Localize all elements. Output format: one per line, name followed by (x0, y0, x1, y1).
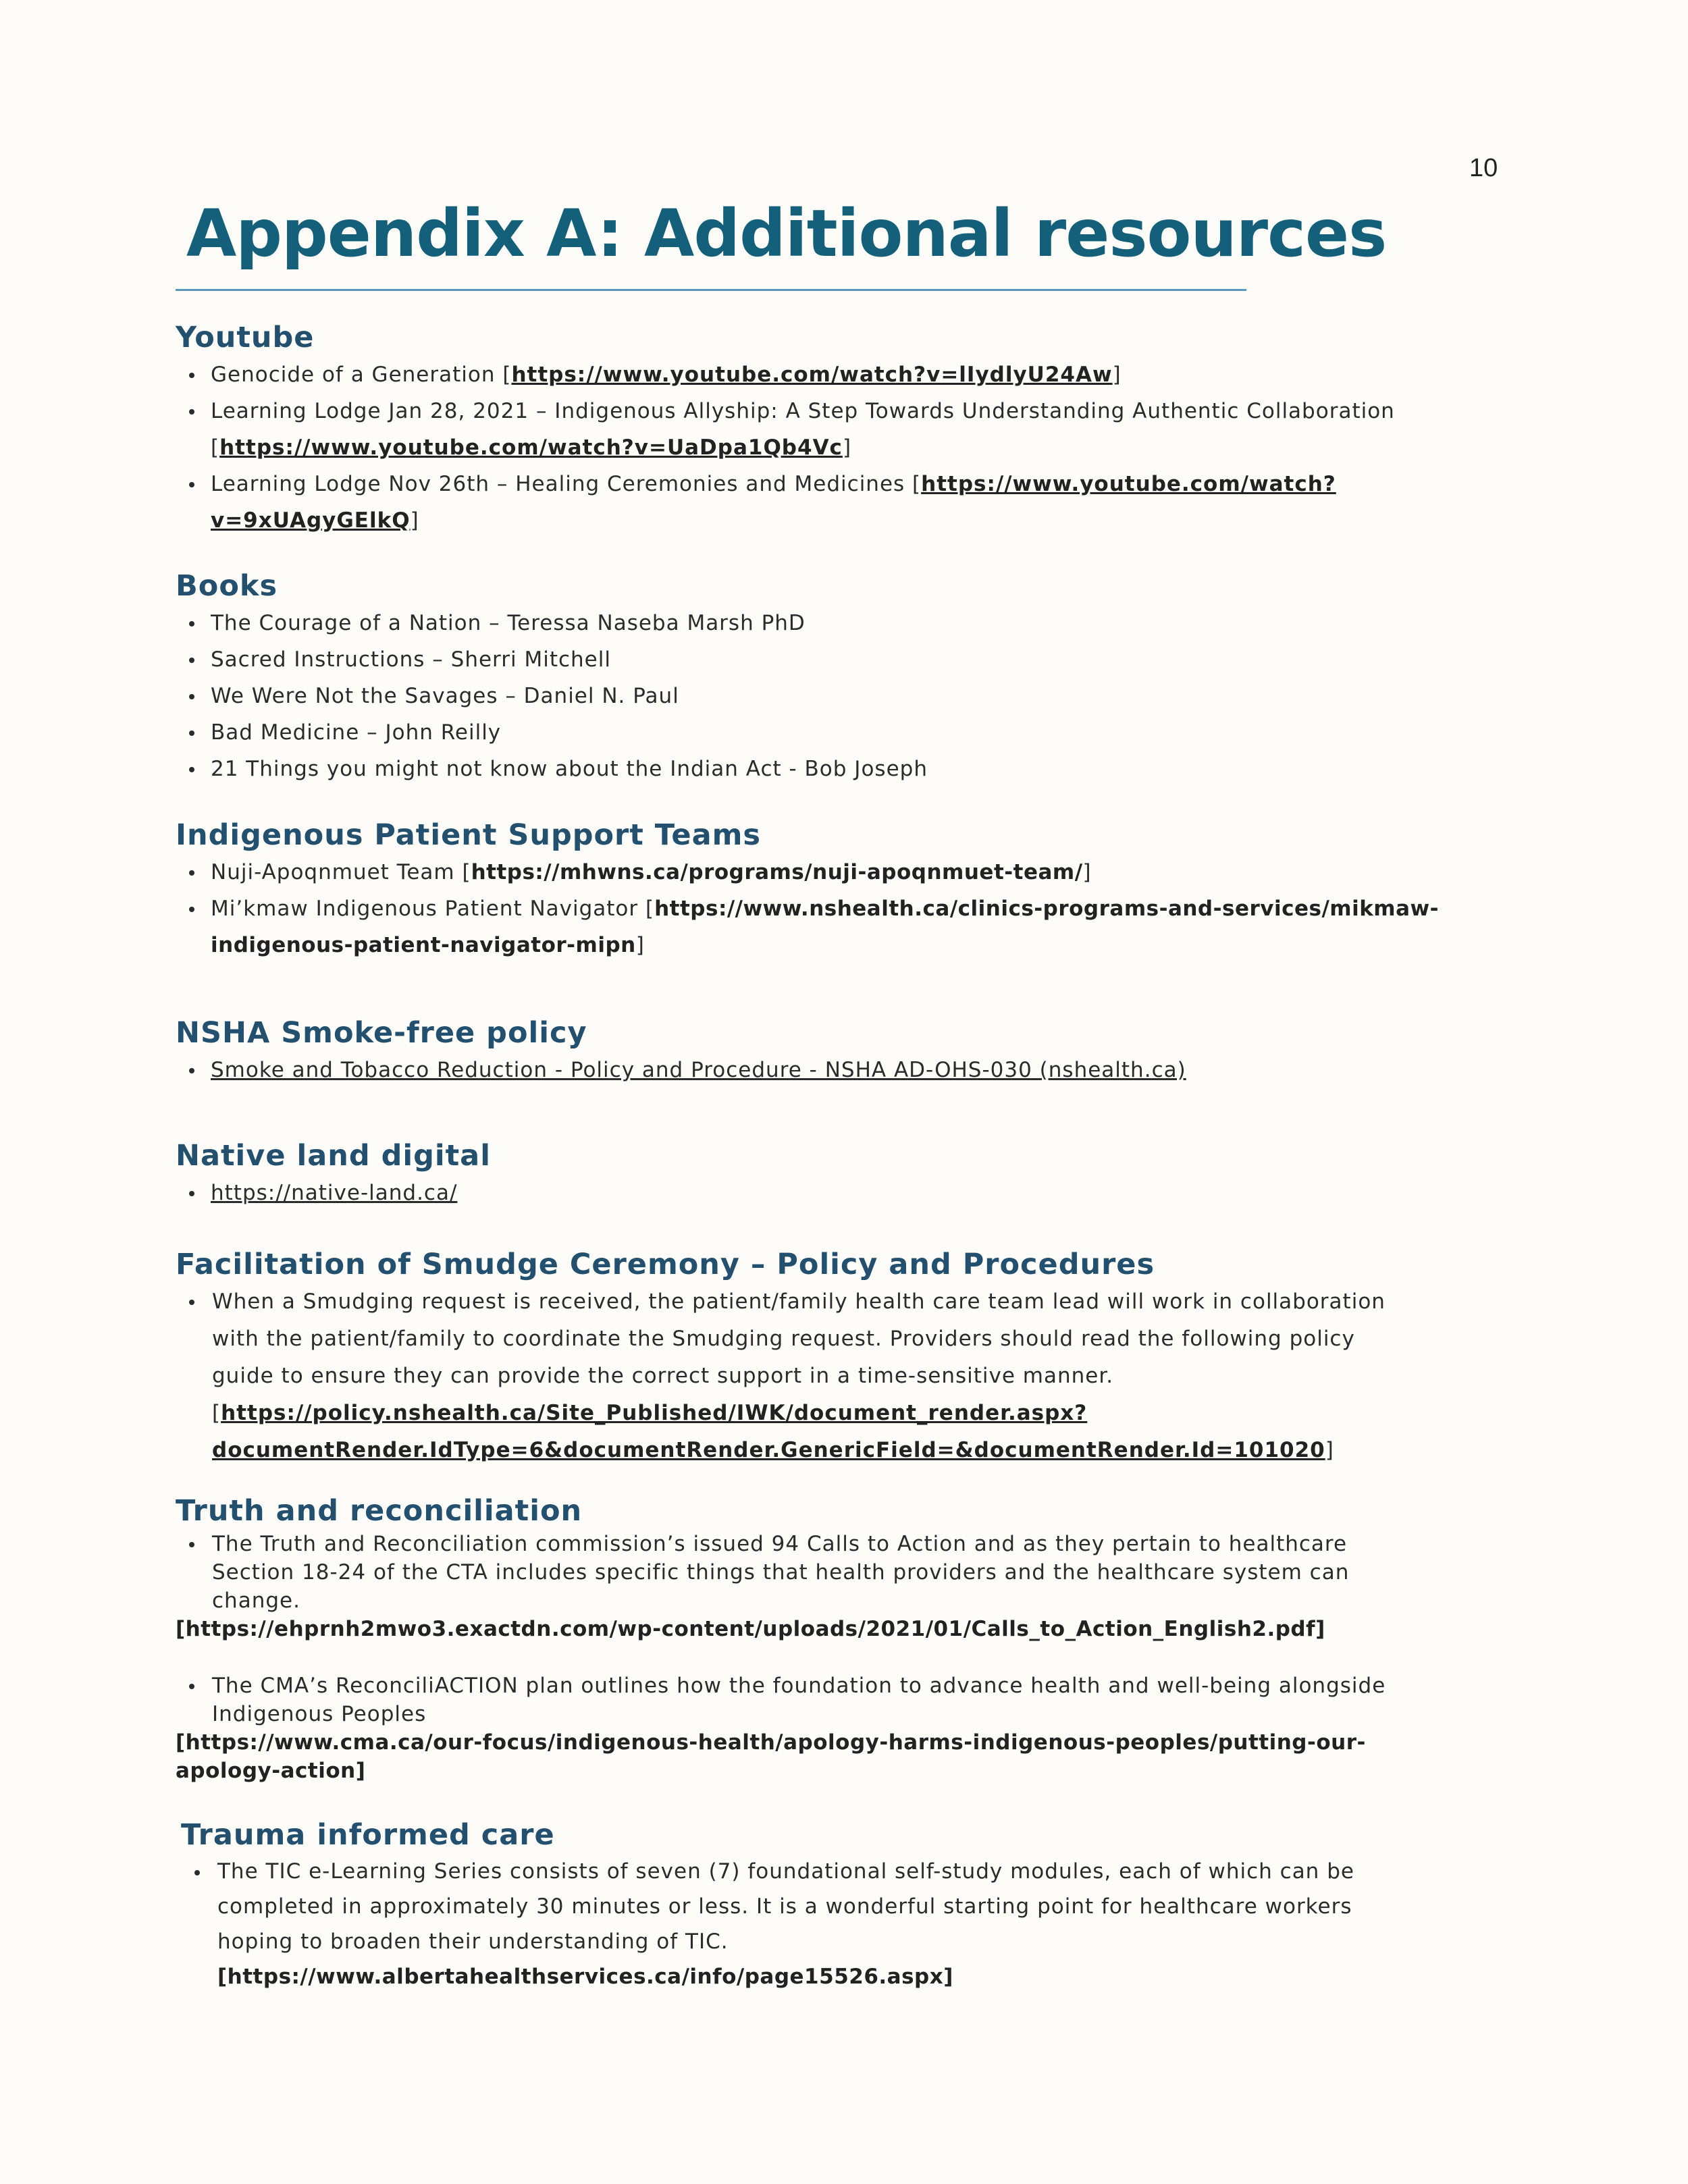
section-heading-books: Books (176, 569, 278, 603)
youtube-link-healing[interactable]: https://www.youtube.com/watch? (921, 472, 1336, 496)
list-item: We Were Not the Savages – Daniel N. Paul (176, 678, 928, 714)
truth-list (176, 1530, 1386, 1615)
list-item (176, 1672, 1386, 1728)
section-native-land (176, 1137, 491, 1211)
smudge-list (176, 1283, 1386, 1469)
section-smudge (176, 1246, 1386, 1469)
list-item (176, 854, 1439, 890)
list-item (176, 890, 1439, 963)
item-text: Learning Lodge Jan 28, 2021 – Indigenous Allyship: A Step Towards Understanding Authentic Collaboration (211, 399, 1395, 423)
item-text: Genocide of a Generation [ (211, 363, 512, 387)
page-title: Appendix A: Additional resources (186, 196, 1387, 271)
section-heading-youtube: Youtube (176, 321, 315, 354)
youtube-link-healing-cont[interactable]: v=9xUAgyGElkQ (211, 508, 411, 533)
list-item (181, 1854, 1354, 1994)
item-text: guide to ensure they can provide the correct support in a time-sensitive manner. (212, 1364, 1114, 1388)
bracket: [ (211, 435, 220, 460)
section-books (176, 567, 928, 787)
bracket: ] (635, 933, 645, 957)
section-smoke-free (176, 1014, 1186, 1088)
section-heading-support: Indigenous Patient Support Teams (176, 818, 761, 852)
section-support-teams (176, 816, 1439, 963)
list-item: 21 Things you might not know about the Indian Act - Bob Joseph (176, 751, 928, 787)
item-text: The Truth and Reconciliation commission’s issued 94 Calls to Action and as they pertain to healthcare (212, 1532, 1348, 1556)
list-item (176, 1175, 491, 1211)
bracket: ] (1325, 1438, 1334, 1462)
item-text: The TIC e-Learning Series consists of seven (7) foundational self-study modules, each of which can be (217, 1859, 1354, 1884)
smoke-policy-link[interactable]: Smoke and Tobacco Reduction - Policy and Procedure - NSHA AD-OHS-030 (nshealth.ca) (211, 1058, 1186, 1082)
bracket: ] (1082, 860, 1092, 884)
bracket: ] (842, 435, 852, 460)
page-number: 10 (1469, 154, 1498, 182)
list-item (176, 356, 1395, 393)
list-item (176, 1052, 1186, 1088)
truth-cma-link[interactable]: [https://www.cma.ca/our-focus/indigenous-health/apology-harms-indigenous-peoples/putting-our- (176, 1730, 1366, 1755)
section-heading-smoke: NSHA Smoke-free policy (176, 1016, 587, 1050)
title-divider (176, 289, 1246, 291)
section-heading-smudge: Facilitation of Smudge Ceremony – Policy and Procedures (176, 1248, 1155, 1281)
item-text: hoping to broaden their understanding of TIC. (217, 1929, 729, 1954)
item-text: When a Smudging request is received, the patient/family health care team lead will work in collaboration (212, 1289, 1386, 1314)
list-item (176, 1530, 1386, 1615)
truth-cma-link-cont[interactable]: apology-action] (176, 1759, 366, 1783)
list-item: Bad Medicine – John Reilly (176, 714, 928, 751)
item-text: completed in approximately 30 minutes or less. It is a wonderful starting point for healthcare workers (217, 1894, 1352, 1919)
bracket: [ (212, 1401, 221, 1425)
item-text: with the patient/family to coordinate the Smudging request. Providers should read the following policy (212, 1327, 1355, 1351)
section-truth-reconciliation (176, 1492, 1386, 1785)
item-text: Mi’kmaw Indigenous Patient Navigator [ (211, 897, 655, 921)
section-trauma (181, 1816, 1354, 1994)
trauma-list (181, 1854, 1354, 1994)
smoke-list (176, 1052, 1186, 1088)
list-item (176, 1283, 1386, 1469)
support-link-navigator-cont[interactable]: indigenous-patient-navigator-mipn (211, 933, 636, 957)
bracket: ] (1112, 363, 1122, 387)
youtube-link-genocide[interactable]: https://www.youtube.com/watch?v=lIydlyU24Aw (511, 363, 1113, 387)
truth-list-2 (176, 1672, 1386, 1728)
section-heading-truth: Truth and reconciliation (176, 1494, 583, 1528)
item-text: Indigenous Peoples (212, 1702, 427, 1726)
section-heading-native: Native land digital (176, 1139, 491, 1173)
support-link-nuji[interactable]: https://mhwns.ca/programs/nuji-apoqnmuet-team/ (471, 860, 1083, 884)
item-text: change. (212, 1589, 300, 1613)
support-link-navigator[interactable]: https://www.nshealth.ca/clinics-programs-and-services/mikmaw- (654, 897, 1440, 921)
item-text: Nuji-Apoqnmuet Team [ (211, 860, 471, 884)
list-item (176, 393, 1395, 466)
books-list (176, 605, 928, 787)
section-youtube (176, 319, 1395, 539)
item-text: The CMA’s ReconciliACTION plan outlines how the foundation to advance health and well-being alongside (212, 1674, 1386, 1698)
list-item (176, 466, 1395, 539)
item-text: Learning Lodge Nov 26th – Healing Ceremonies and Medicines [ (211, 472, 922, 496)
smudge-policy-link[interactable]: https://policy.nshealth.ca/Site_Published/IWK/document_render.aspx? (221, 1401, 1088, 1425)
support-list (176, 854, 1439, 963)
truth-calls-link[interactable]: [https://ehprnh2mwo3.exactdn.com/wp-content/uploads/2021/01/Calls_to_Action_English2.pdf] (176, 1617, 1325, 1641)
smudge-policy-link-cont[interactable]: documentRender.IdType=6&documentRender.GenericField=&documentRender.Id=101020 (212, 1438, 1325, 1462)
item-text: Section 18-24 of the CTA includes specific things that health providers and the healthcare system can (212, 1560, 1350, 1584)
youtube-link-allyship[interactable]: https://www.youtube.com/watch?v=UaDpa1Qb4Vc (219, 435, 843, 460)
native-land-link[interactable]: https://native-land.ca/ (211, 1181, 458, 1205)
trauma-tic-link[interactable]: [https://www.albertahealthservices.ca/info/page15526.aspx] (217, 1965, 953, 1989)
list-item: Sacred Instructions – Sherri Mitchell (176, 641, 928, 678)
list-item: The Courage of a Nation – Teressa Naseba Marsh PhD (176, 605, 928, 641)
spacer (176, 1643, 1386, 1672)
native-list (176, 1175, 491, 1211)
bracket: ] (410, 508, 419, 533)
youtube-list (176, 356, 1395, 539)
section-heading-trauma: Trauma informed care (181, 1818, 555, 1852)
